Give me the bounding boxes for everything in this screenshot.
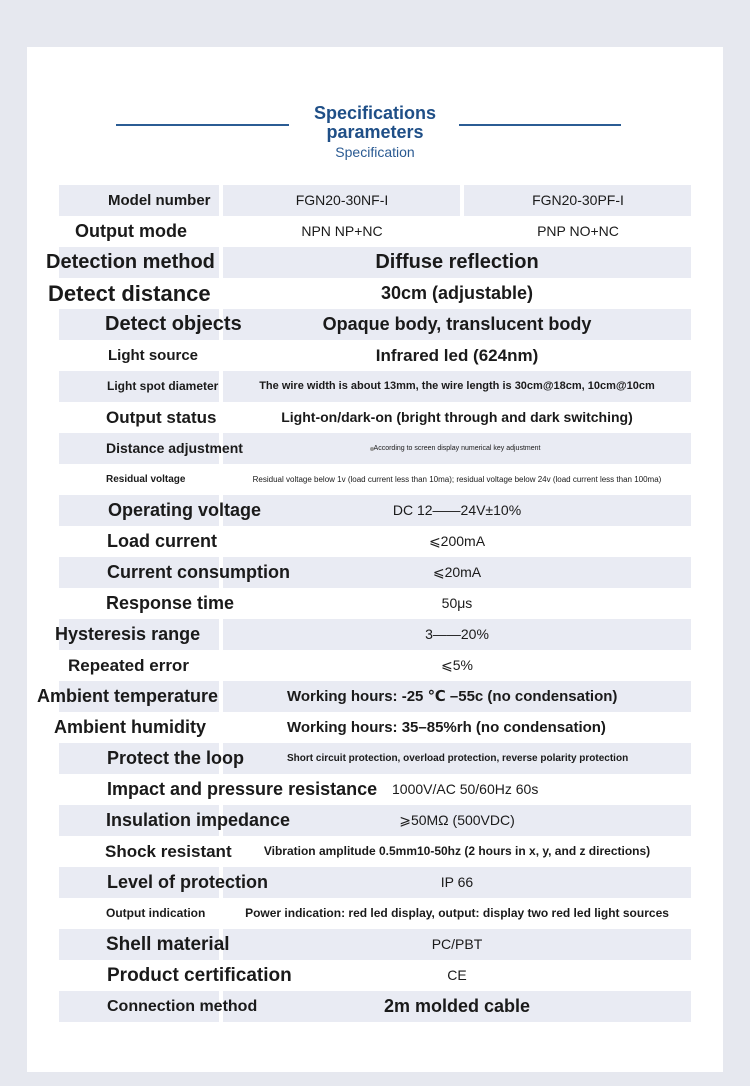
spec-value: FGN20-30NF-I (295, 192, 389, 208)
spec-value: ⩽5% (441, 657, 473, 673)
spec-label: Distance adjustment (106, 440, 243, 456)
spec-value: Working hours: 35–85%rh (no condensation) (287, 719, 606, 736)
spec-label: Ambient temperature (37, 686, 219, 706)
title-line-2: parameters (326, 122, 424, 142)
spec-label: Protect the loop (107, 748, 245, 768)
spec-row (0, 371, 750, 402)
title-line-1: Specifications (313, 103, 437, 123)
spec-row (0, 464, 750, 495)
spec-value: FGN20-30PF-I (532, 192, 624, 208)
spec-value: DC 12——24V±10% (392, 502, 522, 518)
spec-row (0, 960, 750, 991)
spec-value: 3——20% (425, 626, 489, 642)
spec-label: Impact and pressure resistance (107, 779, 378, 799)
spec-label: Hysteresis range (55, 624, 201, 644)
spec-value: The wire width is about 13mm, the wire length is 30cm@18cm, 10cm@10cm (259, 380, 655, 392)
spec-row (0, 898, 750, 929)
spec-label: Product certification (107, 965, 292, 986)
spec-row (0, 650, 750, 681)
spec-label: Repeated error (68, 656, 189, 675)
spec-label: Output mode (75, 221, 187, 241)
spec-value: Short circuit protection, overload protection, reverse polarity protection (287, 753, 629, 764)
spec-row (0, 712, 750, 743)
spec-label: Light spot diameter (107, 379, 219, 393)
column-separator (460, 185, 464, 216)
spec-value: Infrared led (624nm) (375, 346, 539, 365)
spec-row (0, 216, 750, 247)
spec-header (0, 0, 750, 180)
spec-value: 2m molded cable (383, 996, 531, 1016)
spec-row (0, 867, 750, 898)
spec-label: Shock resistant (105, 842, 232, 861)
spec-row (0, 681, 750, 712)
spec-label: Ambient humidity (54, 717, 206, 737)
spec-row (0, 278, 750, 309)
column-separator (219, 681, 223, 712)
column-separator (219, 185, 223, 216)
spec-label: Shell material (106, 934, 230, 955)
spec-row (0, 743, 750, 774)
spec-label: Operating voltage (108, 500, 262, 520)
spec-label: Load current (107, 531, 218, 551)
spec-label: Response time (106, 593, 235, 613)
spec-label: Residual voltage (106, 474, 186, 485)
spec-row (0, 929, 750, 960)
spec-value: 30cm (adjustable) (380, 283, 534, 303)
spec-label: Model number (108, 192, 211, 209)
spec-value: According to screen display numerical key adjustment (373, 445, 541, 452)
spec-row (0, 495, 750, 526)
spec-row (0, 309, 750, 340)
spec-row (0, 402, 750, 433)
spec-label: Output status (106, 408, 217, 427)
spec-row (0, 991, 750, 1022)
spec-row (0, 557, 750, 588)
spec-row (0, 433, 750, 464)
spec-value: Residual voltage below 1v (load current less than 10ma); residual voltage below 24v (load current less than 100ma) (252, 475, 662, 484)
spec-row (0, 588, 750, 619)
spec-value: CE (447, 967, 467, 983)
spec-label: Connection method (107, 998, 258, 1015)
spec-value: PC/PBT (431, 936, 483, 952)
spec-row (0, 526, 750, 557)
spec-row (0, 185, 750, 216)
spec-label: Detection method (46, 251, 215, 273)
spec-row (0, 340, 750, 371)
subtitle: Specification (335, 144, 415, 160)
spec-label: Output indication (106, 906, 206, 920)
spec-value: NPN NP+NC (301, 223, 383, 239)
spec-row (0, 247, 750, 278)
spec-value: ⩾50MΩ (500VDC) (399, 812, 515, 828)
spec-value: 1000V/AC 50/60Hz 60s (392, 781, 539, 797)
spec-value: 50μs (441, 595, 473, 611)
spec-value: Working hours: -25 ℃ –55c (no condensation) (287, 688, 618, 705)
spec-value: Opaque body, translucent body (322, 314, 592, 334)
spec-label: Insulation impedance (106, 810, 291, 830)
spec-value: Diffuse reflection (375, 251, 539, 273)
spec-label: Detect distance (48, 281, 211, 306)
spec-row (0, 619, 750, 650)
spec-value: Vibration amplitude 0.5mm10-50hz (2 hours in x, y, and z directions) (263, 844, 651, 858)
spec-value: ⩽200mA (428, 533, 486, 549)
spec-value: ⩽20mA (432, 564, 482, 580)
spec-row (0, 805, 750, 836)
spec-value: Light-on/dark-on (bright through and dark switching) (281, 409, 633, 425)
spec-label: Current consumption (107, 562, 290, 582)
spec-label: Light source (108, 347, 199, 364)
spec-label: Level of protection (107, 872, 269, 892)
bullet-icon (370, 447, 374, 451)
spec-row (0, 774, 750, 805)
spec-value: PNP NO+NC (537, 223, 619, 239)
spec-row (0, 836, 750, 867)
spec-value: Power indication: red led display, output: display two red led light sources (245, 906, 669, 920)
spec-value: IP 66 (440, 874, 474, 890)
spec-label: Detect objects (105, 313, 242, 335)
